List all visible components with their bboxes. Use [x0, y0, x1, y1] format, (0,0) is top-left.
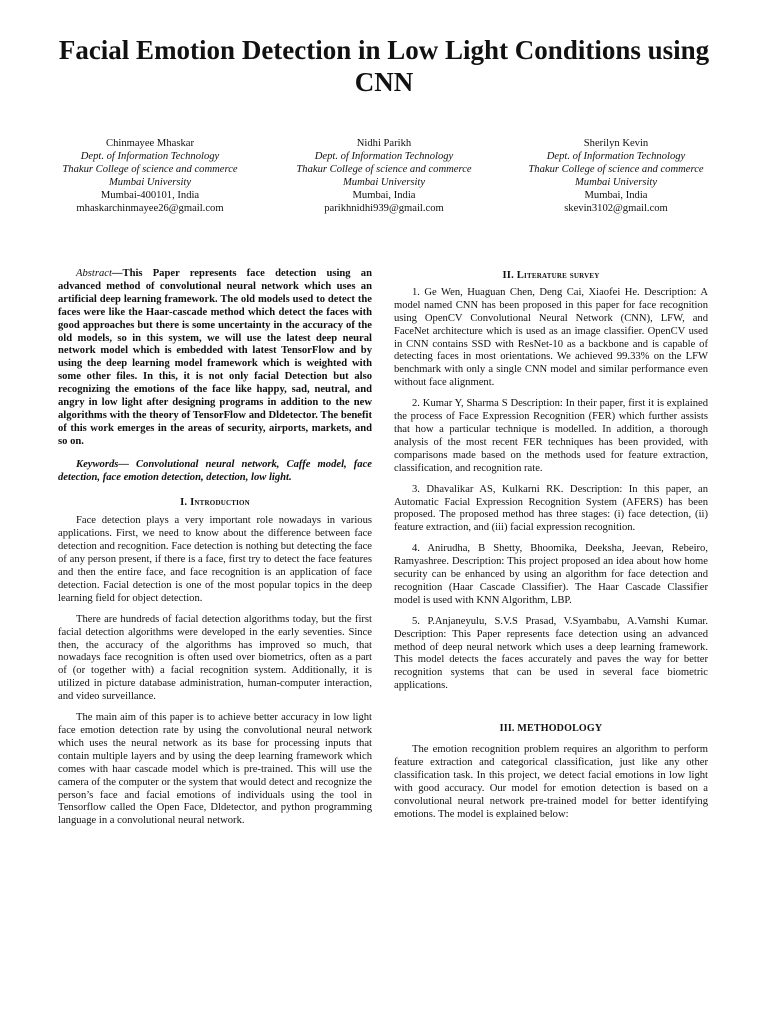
author-college: Thakur College of science and commerce [62, 163, 238, 175]
author-university: Mumbai University [574, 176, 658, 188]
literature-item: 4. Anirudha, B Shetty, Bhoomika, Deeksha, Jeevan, Rebeiro, Ramyashree. Description: This project proposed an idea about how home security can be enhanced by using an algorithm for face detection and recognition (Haar Cascade Classifier). The Haar Cascade Classifier model is used with KNN Algorithm, LBP. [394, 543, 708, 606]
author-college: Thakur College of science and commerce [528, 163, 704, 175]
author-name: Chinmayee Mhaskar [106, 138, 194, 149]
author-city: Mumbai-400101, India [100, 189, 200, 201]
right-column [394, 268, 708, 822]
intro-paragraph: Face detection plays a very important role nowadays in various applications. First, we need to know about the difference between face detection and recognition. Face detection is nothing but detecting the face of any person present, if there is a face, first try to detect the face features and then the entire face, and face recognition is an application of face detection. Facial detection is one of the most popular topics in the deep learning field for object detection. [58, 515, 372, 604]
author-block [506, 138, 726, 215]
intro-paragraph: There are hundreds of facial detection algorithms today, but the first facial detection algorithms were developed in the early seventies. Since then, the accuracy of the algorithms has improved so much, that nowadays face recognition is often used over biometrics, often as a part of (or together with) a facial recognition system. Additionally, it is utilized in picture database administration, human-computer interaction, and video surveillance. [58, 613, 372, 703]
section-heading-methodology: III. METHODOLOGY [499, 723, 603, 735]
abstract-dash: — [111, 268, 123, 279]
author-city: Mumbai, India [584, 189, 648, 201]
author-college: Thakur College of science and commerce [296, 163, 472, 175]
keywords-text: Convolutional neural network, Caffe model, face detection, face emotion detection, detection, low light. [58, 458, 372, 483]
abstract-label: Abstract [76, 268, 112, 279]
literature-item: 2. Kumar Y, Sharma S Description: In their paper, first it is explained the process of Face Expression Recognition (FER) which further assists that how a particular technique is modelled. In addition, a thorough analysis of the most recent FER techniques has been provided, with comparisons made based on the methods used for feature extraction, classification, and recognition rate. [394, 398, 708, 474]
author-block [274, 138, 494, 215]
author-dept: Dept. of Information Technology [314, 150, 454, 162]
section-heading-literature-survey: II. Literature survey [502, 270, 600, 281]
author-name: Sherilyn Kevin [583, 138, 649, 149]
keywords [58, 459, 372, 485]
section-heading-introduction: I. Introduction [180, 496, 250, 508]
methodology-paragraph: The emotion recognition problem requires an algorithm to perform feature extraction and categorical classification, just like any other classification task. In this project, we detect facial emotions in low light with good accuracy. Our model for emotion detection is based on a convolutional neural network pre-trained model for better identifying emotions. The model is explained below: [394, 744, 708, 820]
author-email[interactable]: skevin3102@gmail.com [564, 202, 668, 214]
intro-paragraph: The main aim of this paper is to achieve better accuracy in low light face emotion detection rate by using the convolutional neural network which uses the neural network as its base for processing inputs that contain multiple layers and by using the deep learning framework which comes with haar cascade model which is pre-trained. This will use the camera of the computer or the system that would detect and recognize the person’s face and facial emotions of individuals using the tool in Tensorflow called the Open Face, Dldetector, and python programming language in a convolutional neural network. [58, 712, 372, 827]
author-university: Mumbai University [342, 176, 426, 188]
author-city: Mumbai, India [352, 189, 416, 201]
author-block [40, 138, 260, 215]
left-column [58, 268, 372, 828]
literature-item: 5. P.Anjaneyulu, S.V.S Prasad, V.Syambabu, A.Vamshi Kumar. Description: This Paper represents face detection using an advanced method of deep neural network which uses a deep learning framework. This model detects the faces accurately and paves the way for better recognition systems that can be used in several face biometric applications. [394, 615, 708, 692]
author-name: Nidhi Parikh [356, 138, 412, 149]
literature-item: 3. Dhavalikar AS, Kulkarni RK. Description: In this paper, an Automatic Facial Expression Recognition System (AFERS) has been proposed. The proposed method has three stages: (i) face detection, (ii) feature extraction, and (iii) facial expression recognition. [394, 483, 708, 534]
abstract [58, 268, 372, 449]
abstract-text: This Paper represents face detection using an advanced method of convolutional neural network which uses an artificial deep learning framework. The old models used to detect the faces were like the Haar-cascade method which detect the faces with good approaches but there is some uncertainty in the accuracy of the old models, so in this system, we will use the latest deep neural network model which is embedded with latest TensorFlow and by using the deep learning model framework which is weighted with some other files. In this, it is not only facial Detection but also recognizing the emotions of the face like happy, sad, neutral, and angry in low light after designing programs in addition to the new algorithms with the theory of TensorFlow and Dldetector. The benefit of this work emerges in the areas of security, airports, markets, and so on. [58, 268, 372, 447]
paper-title: Facial Emotion Detection in Low Light Conditions using CNN [58, 35, 710, 97]
literature-item: 1. Ge Wen, Huaguan Chen, Deng Cai, Xiaofei He. Description: A model named CNN has been proposed in this paper for face recognition using OpenCV Convolutional Neural Network (CNN), LFW, and FaceNet architecture which is used as an image classifier. OpenCV used in CNN contains SSD with ResNet-10 as a backbone and is capable of detecting faces in most orientations. We achieved 99.33% on the LFW benchmark with only a single CNN model and similar performance even without face alignment. [394, 286, 708, 389]
author-email[interactable]: mhaskarchinmayee26@gmail.com [76, 202, 224, 214]
author-university: Mumbai University [108, 176, 192, 188]
author-email[interactable]: parikhnidhi939@gmail.com [324, 202, 444, 214]
author-dept: Dept. of Information Technology [546, 150, 686, 162]
author-dept: Dept. of Information Technology [80, 150, 220, 162]
keywords-label: Keywords— [76, 458, 129, 470]
